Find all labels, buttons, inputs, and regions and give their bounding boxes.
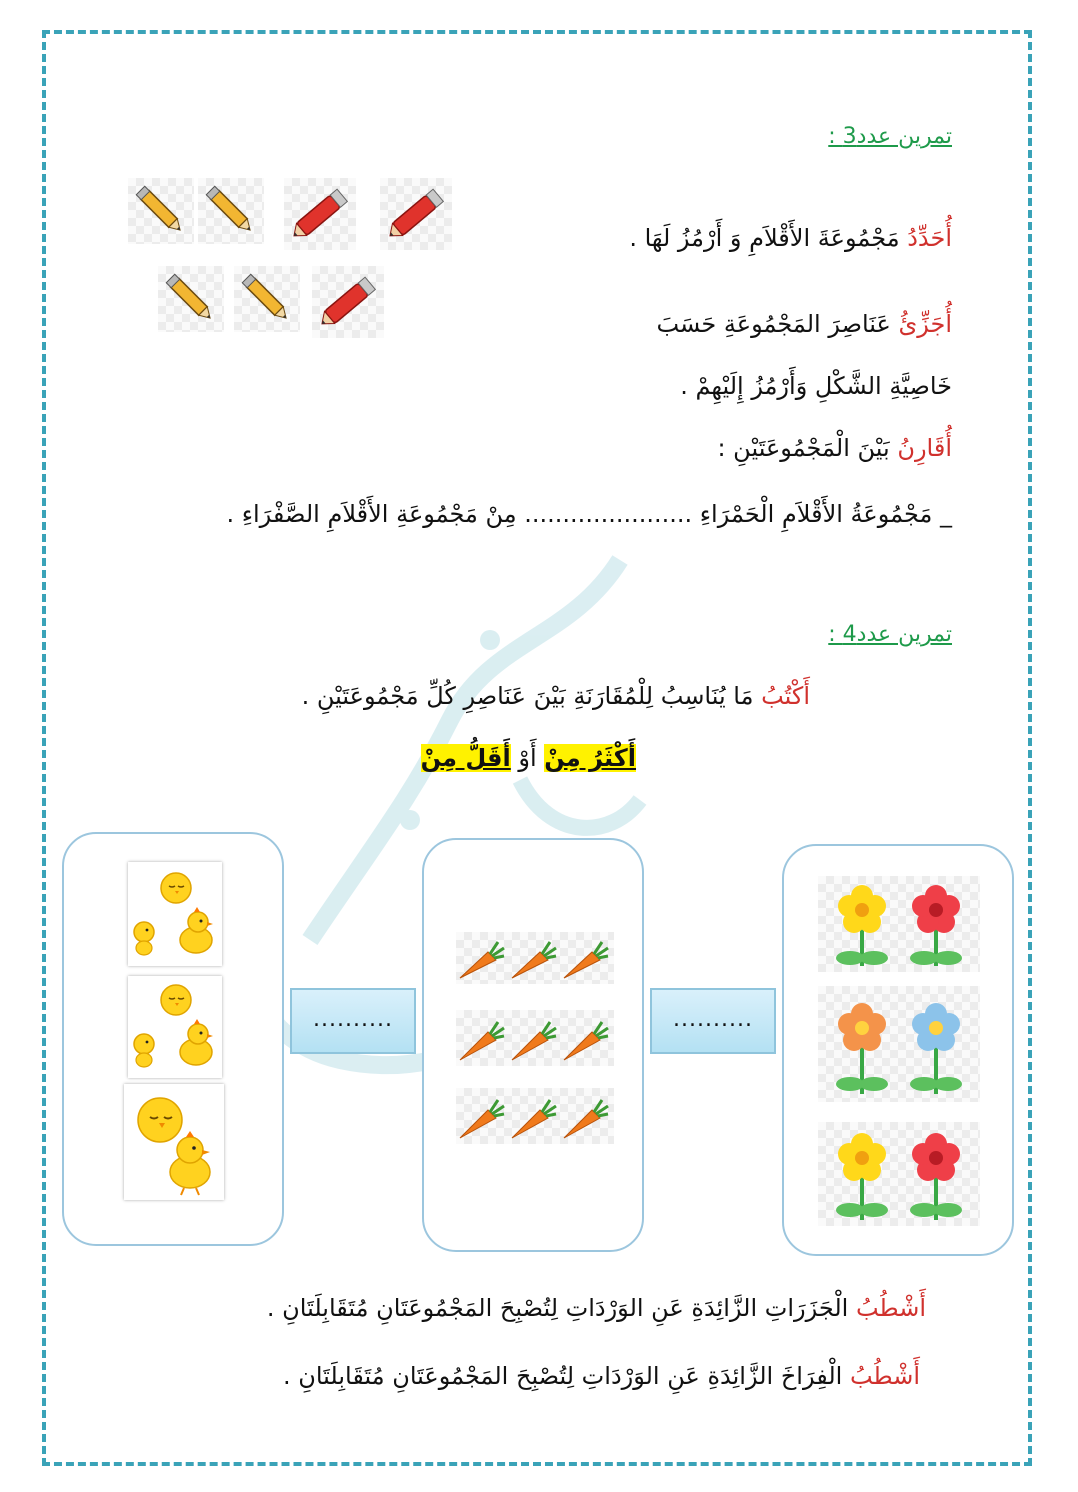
yellow-pencil-icon xyxy=(198,178,264,244)
comparison-options xyxy=(421,744,636,772)
carrots-group-box xyxy=(422,838,644,1252)
carrot-row-3 xyxy=(456,1088,614,1144)
option-less-than: أَقَلُّ مِنْ xyxy=(420,744,511,772)
option-more-than: أَكْثَرُ مِنْ xyxy=(544,744,636,772)
strike-chicks-instruction xyxy=(283,1362,920,1390)
exercise4-title: تمرين عدد4 : xyxy=(828,622,952,647)
carrot-icon xyxy=(456,1088,614,1144)
verb-strike-2: أَشْطُبُ xyxy=(849,1362,920,1390)
option-or: أَوْ xyxy=(510,744,545,772)
line4-text: بَيْنَ الْمَجْمُوعَتَيْنِ : xyxy=(717,434,898,462)
line1-text: مَجْمُوعَةَ الأَقْلاَمِ وَ أَرْمُزُ لَهَا . xyxy=(629,224,908,252)
carrot-icon xyxy=(456,1010,614,1066)
yellow-pencil-icon xyxy=(128,178,194,244)
chicks-group-box xyxy=(62,832,284,1246)
chick-icon xyxy=(124,1084,224,1200)
verb-write: أَكْتُبُ xyxy=(761,682,810,710)
flower-row-1 xyxy=(818,876,980,972)
flower-icon xyxy=(818,1122,980,1226)
chicks-tile-3 xyxy=(128,862,222,966)
chick-icon xyxy=(128,976,222,1078)
strike2-text: الْفِرَاخَ الزَّائِدَةِ عَنِ الوَرْدَاتِ لِتُصْبِحَ المَجْمُوعَتَانِ مُتَقَابِلَتَانِ . xyxy=(282,1362,850,1390)
exercise3-title: تمرين عدد3 : xyxy=(828,124,952,149)
yellow-pencil-icon xyxy=(158,266,224,332)
flower-row-3 xyxy=(818,1122,980,1226)
carrot-row-2 xyxy=(456,1010,614,1066)
flower-icon xyxy=(818,986,980,1102)
flower-row-2 xyxy=(818,986,980,1102)
chicks-tile-2 xyxy=(124,1084,224,1200)
yellow-pencil-icon xyxy=(234,266,300,332)
answer-box-right[interactable]: .......... xyxy=(650,988,776,1054)
exercise3-line5: _ مَجْمُوعَةُ الأَقْلاَمِ الْحَمْرَاءِ ...................... مِنْ مَجْمُوعَةِ الأَقْلاَمِ الصَّفْرَاءِ . xyxy=(226,500,952,528)
strike-carrots-instruction xyxy=(267,1294,926,1322)
red-pencil-icon xyxy=(312,266,384,338)
answer-box-left[interactable]: .......... xyxy=(290,988,416,1054)
verb-compare: أُقَارِنُ xyxy=(897,434,952,462)
verb-divide: أُجَزِّئُ xyxy=(898,310,952,338)
exercise3-line1 xyxy=(629,224,952,252)
red-pencil-icon xyxy=(284,178,356,250)
chick-icon xyxy=(128,862,222,966)
verb-define: أُحَدِّدُ xyxy=(907,224,952,252)
flower-icon xyxy=(818,876,980,972)
instruction-text: مَا يُنَاسِبُ لِلْمُقَارَنَةِ بَيْنَ عَنَاصِرِ كُلِّ مَجْمُوعَتَيْنِ . xyxy=(301,682,762,710)
flowers-group-box xyxy=(782,844,1014,1256)
verb-strike-1: أَشْطُبُ xyxy=(855,1294,926,1322)
exercise3-line3: خَاصِيَّةِ الشَّكْلِ وَأَرْمُزُ إِلَيْهِمْ . xyxy=(680,372,952,400)
exercise3-line4 xyxy=(717,434,952,462)
chicks-tile-3b xyxy=(128,976,222,1078)
carrot-row-1 xyxy=(456,932,614,984)
exercise3-line2 xyxy=(656,310,952,338)
exercise4-instruction xyxy=(302,682,810,710)
carrot-icon xyxy=(456,932,614,984)
strike1-text: الْجَزَرَاتِ الزَّائِدَةِ عَنِ الوَرْدَاتِ لِتُصْبِحَ المَجْمُوعَتَانِ مُتَقَابِلَتَانِ . xyxy=(266,1294,856,1322)
red-pencil-icon xyxy=(380,178,452,250)
line2-text: عَنَاصِرَ المَجْمُوعَةِ حَسَبَ xyxy=(656,310,899,338)
